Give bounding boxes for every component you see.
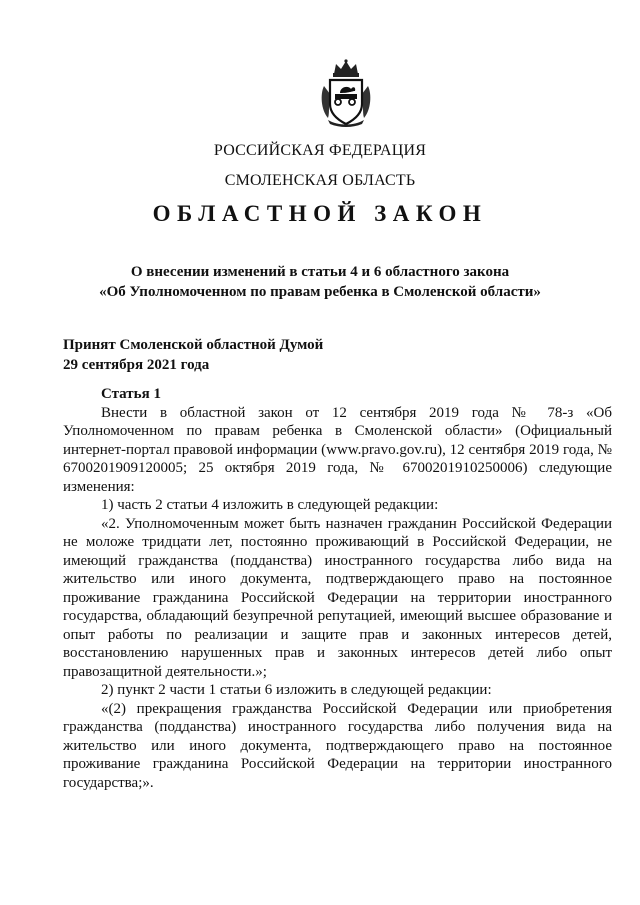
article-paragraph: 1) часть 2 статьи 4 изложить в следующей редакции: bbox=[101, 497, 439, 513]
article-body bbox=[63, 385, 612, 792]
country-heading: РОССИЙСКАЯ ФЕДЕРАЦИЯ bbox=[213, 142, 427, 159]
document-type-title: ОБЛАСТНОЙ ЗАКОН bbox=[152, 201, 488, 226]
article-paragraph: «(2) прекращения гражданства Российской Федерации или приобретения гражданства (подданства) иностранного государства либо получения вида на жительство или иного документа, подтверждающего право на постоянное проживание гражданина Российской Федерации на территории иностранного государства;». bbox=[63, 700, 612, 791]
adoption-body: Принят Смоленской областной Думой bbox=[63, 337, 324, 353]
article-heading: Статья 1 bbox=[101, 386, 161, 402]
adoption-block bbox=[63, 335, 323, 375]
law-subtitle-line-2: «Об Уполномоченном по правам ребенка в Смоленской области» bbox=[99, 284, 541, 300]
article-paragraph: Внести в областной закон от 12 сентября 2019 года № 78-з «Об Уполномоченном по правам ребенка в Смоленской области» (Официальный интернет-портал правовой информации (www.pravo.gov.ru), 12 сентября 2019 года, № 6700201909120005; 25 октября 2019 года, № 6700201910250006) следующие изменения: bbox=[63, 404, 612, 495]
article-paragraph: «2. Уполномоченным может быть назначен гражданин Российской Федерации не моложе тридцати лет, постоянно проживающий в Российской Федерации, не имеющий гражданства (подданства) иностранного государства либо вида на жительство или иного документа, подтверждающего право на постоянное проживание гражданина Российской Федерации на территории иностранного государства, обладающий безупречной репутацией, имеющий высшее образование и опыт работы по реализации и защите прав и законных интересов детей, восстановлению нарушенных прав и законных интересов детей либо опыт правозащитной деятельности.»; bbox=[63, 515, 612, 680]
adoption-date: 29 сентября 2021 года bbox=[63, 357, 210, 373]
region-heading: СМОЛЕНСКАЯ ОБЛАСТЬ bbox=[224, 172, 416, 189]
law-subtitle-line-1: О внесении изменений в статьи 4 и 6 областного закона bbox=[130, 264, 510, 280]
smolensk-coat-of-arms-icon bbox=[318, 58, 374, 128]
article-paragraph: 2) пункт 2 части 1 статьи 6 изложить в следующей редакции: bbox=[101, 682, 492, 698]
